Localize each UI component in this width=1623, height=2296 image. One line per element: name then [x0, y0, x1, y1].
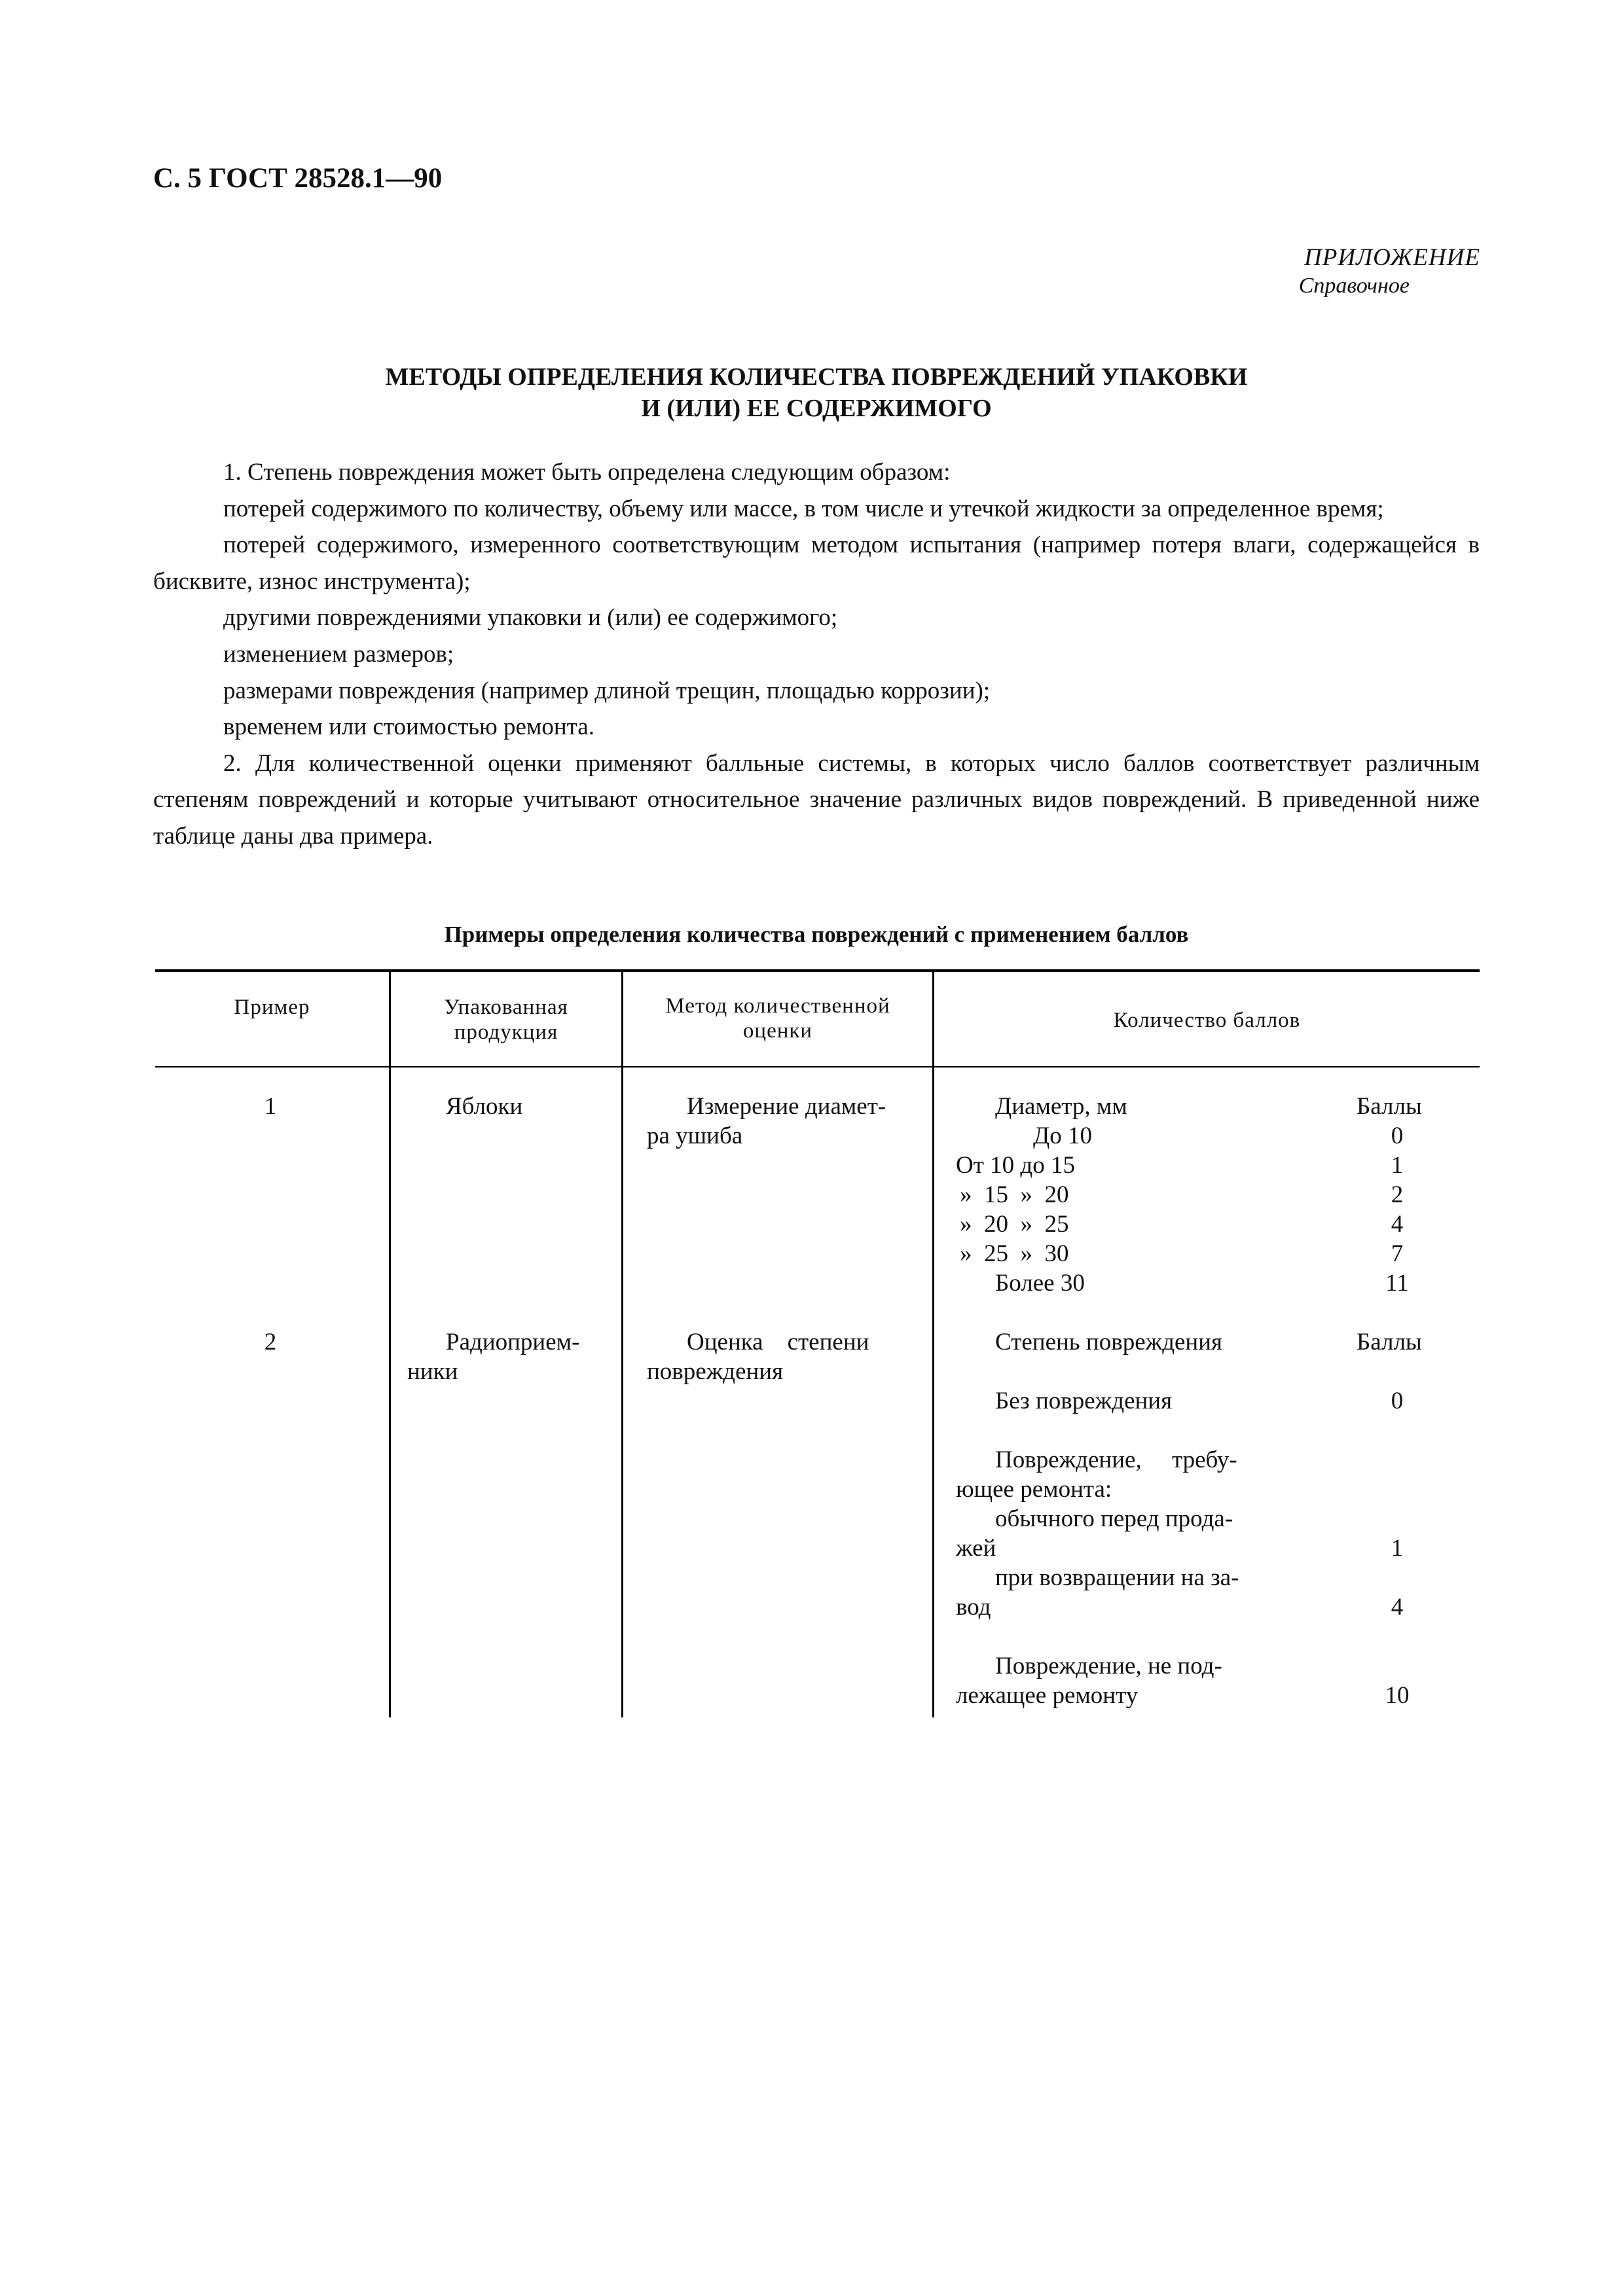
row1-range-score: 2 [1391, 1181, 1404, 1208]
paragraph: 1. Степень повреждения может быть определена следующим образом: [223, 459, 951, 486]
row2-usual-line-1: обычного перед прода- [995, 1505, 1233, 1532]
header-example: Пример [234, 996, 310, 1019]
table-column-divider [621, 971, 623, 1717]
appendix-type: Справочное [1298, 274, 1410, 298]
body-text [153, 454, 1480, 855]
paragraph: временем или стоимостью ремонта. [223, 713, 594, 741]
row2-usual-line-2: жей [956, 1535, 996, 1562]
row2-method-line-2: повреждения [647, 1358, 784, 1385]
appendix-label: ПРИЛОЖЕНИЕ [1304, 244, 1480, 271]
header-product-line-2: продукция [454, 1020, 558, 1044]
table-column-divider [389, 971, 391, 1717]
row1-range-label: » 15 » 20 [960, 1181, 1069, 1208]
header-method-line-2: оценки [742, 1019, 813, 1043]
row2-norepair-line-1: Повреждение, не под- [995, 1653, 1222, 1679]
row2-score-header: Баллы [1357, 1329, 1422, 1355]
row2-product-line-1: Радиоприем- [446, 1329, 580, 1355]
row1-range-label: До 10 [1033, 1122, 1092, 1149]
row2-product-line-2: ники [407, 1358, 458, 1385]
paragraph: потерей содержимого, измеренного соответствующим методом испытания (например потеря влаги, содержащейся в бисквите, износ инструмента); [153, 531, 1480, 595]
row2-norepair-score: 10 [1385, 1682, 1410, 1709]
row1-score-header: Баллы [1357, 1093, 1422, 1120]
row1-method-line-1: Измерение диамет- [687, 1093, 886, 1120]
table-top-rule [155, 969, 1480, 972]
row2-repair-line-1: Повреждение, требу- [995, 1446, 1237, 1473]
row1-number: 1 [264, 1093, 277, 1120]
row1-product: Яблоки [446, 1093, 523, 1120]
header-product-line-1: Упакованная [444, 996, 568, 1019]
row2-norepair-line-2: лежащее ремонту [956, 1682, 1139, 1709]
row2-usual-score: 1 [1391, 1535, 1404, 1562]
row1-range-score: 1 [1391, 1152, 1404, 1179]
row1-range-label: » 25 » 30 [960, 1240, 1069, 1267]
row2-method-line-1: Оценка степени [687, 1329, 869, 1355]
document-title-line-2: И (ИЛИ) ЕЕ СОДЕРЖИМОГО [641, 395, 992, 422]
row1-diameter-header: Диаметр, мм [995, 1093, 1127, 1120]
paragraph: потерей содержимого по количеству, объему или массе, в том числе и утечкой жидкости за определенное время; [223, 495, 1384, 522]
row2-degree-header: Степень повреждения [995, 1329, 1223, 1355]
page-header: С. 5 ГОСТ 28528.1—90 [153, 163, 443, 194]
row1-range-score: 11 [1385, 1270, 1409, 1297]
row2-factory-line-1: при возвращении на за- [995, 1564, 1239, 1591]
document-title-line-1: МЕТОДЫ ОПРЕДЕЛЕНИЯ КОЛИЧЕСТВА ПОВРЕЖДЕНИЙ УПАКОВКИ [385, 363, 1248, 391]
row1-range-score: 7 [1391, 1240, 1404, 1267]
row1-range-label: От 10 до 15 [956, 1152, 1075, 1179]
row2-repair-line-2: ющее ремонта: [956, 1476, 1112, 1503]
table-column-divider [932, 971, 934, 1717]
row2-number: 2 [264, 1329, 277, 1355]
header-score: Количество баллов [1113, 1009, 1301, 1032]
paragraph: изменением размеров; [223, 640, 454, 668]
row2-factory-line-2: вод [956, 1594, 991, 1621]
row1-range-label: Более 30 [995, 1270, 1085, 1297]
row1-range-label: » 20 » 25 [960, 1211, 1069, 1238]
table-header-rule [155, 1066, 1480, 1067]
row1-range-score: 4 [1391, 1211, 1404, 1238]
paragraph: размерами повреждения (например длиной трещин, площадью коррозии); [223, 677, 991, 704]
header-method-line-1: Метод количественной [665, 994, 890, 1018]
paragraph: 2. Для количественной оценки применяют балльные системы, в которых число баллов соответствует различным степеням повреждений и которые учитывают относительное значение различных видов повреждений. В приведенной ниже таблице даны два примера. [153, 749, 1480, 850]
table-caption: Примеры определения количества повреждений с применением баллов [444, 922, 1189, 947]
row2-no-damage: Без повреждения [995, 1388, 1173, 1414]
paragraph: другими повреждениями упаковки и (или) ее содержимого; [223, 604, 838, 632]
row1-range-score: 0 [1391, 1122, 1404, 1149]
row2-no-damage-score: 0 [1391, 1388, 1404, 1414]
row1-method-line-2: ра ушиба [647, 1122, 743, 1149]
row2-factory-score: 4 [1391, 1594, 1404, 1621]
